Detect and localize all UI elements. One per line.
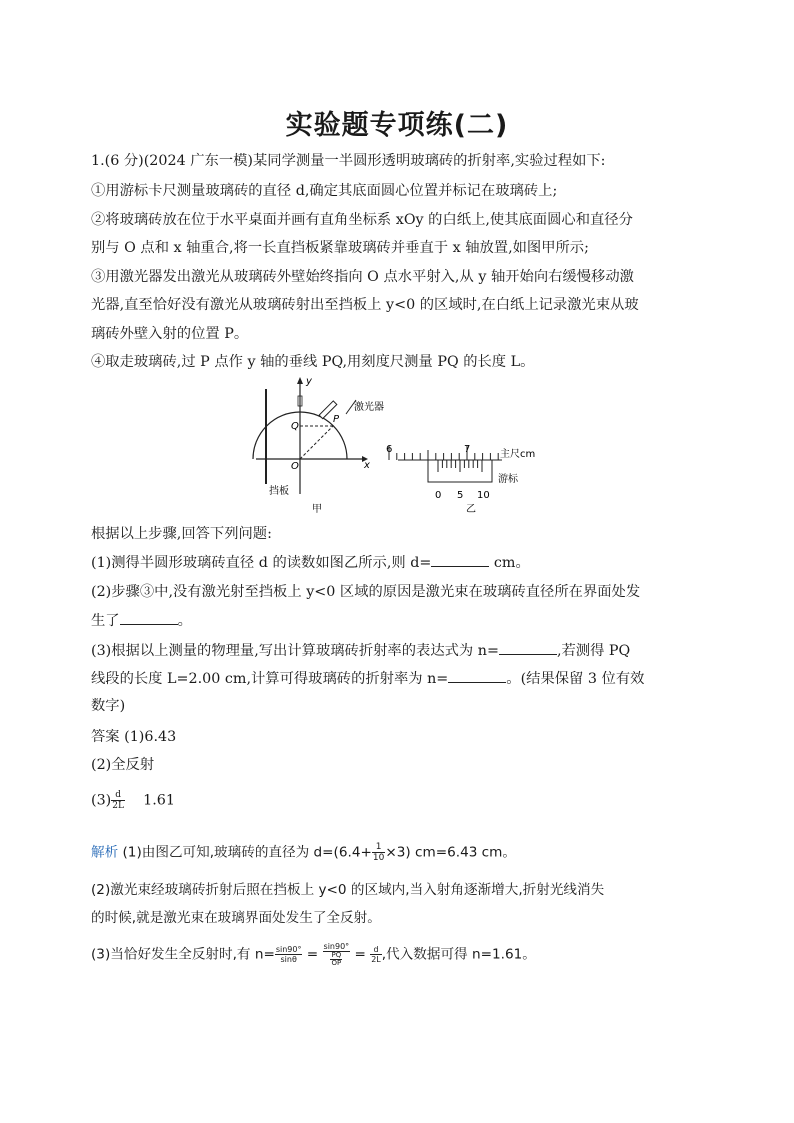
vernier-label-0: 0: [435, 490, 442, 501]
answer-blank-4: [448, 668, 506, 683]
label-baffle: 挡板: [269, 486, 289, 497]
part-3-line-3: 数字): [91, 698, 126, 714]
step-3-line-2: 光器,直至恰好没有激光从玻璃砖射出至挡板上 y<0 的区域时,在白纸上记录激光束从玻: [91, 297, 639, 313]
answer-blank-3: [499, 640, 557, 655]
caption-jia: 甲: [312, 504, 322, 515]
step-2-line-1: ②将玻璃砖放在位于水平桌面并画有直角坐标系 xOy 的白纸上,使其底面圆心和直径分: [91, 212, 633, 228]
caption-yi: 乙: [466, 504, 476, 515]
figure-jia: [253, 376, 384, 515]
analysis-line-2: (2)激光束经玻璃砖折射后照在挡板上 y<0 的区域内,当入射角逐渐增大,折射光线消失: [91, 882, 605, 898]
step-3-line-3: 璃砖外壁入射的位置 P。: [91, 326, 249, 342]
main-label-7: 7: [464, 444, 471, 455]
fraction-d-over-2l: $\frac{d}{2L}$: [112, 790, 124, 811]
vernier-label-5: 5: [457, 490, 464, 501]
step-4: ④取走玻璃砖,过 P 点作 y 轴的垂线 PQ,用刻度尺测量 PQ 的长度 L。: [91, 354, 535, 370]
analysis-line-4: (3)当恰好发生全反射时,有 n= $\frac{\sin 90^\circ}{\sin\theta}$ = $\frac{\sin 90^\circ}{\frac{PQ}{OP}}$ = $\frac{d}{2L}$ ,代入数据可得 n=1.61。: [91, 942, 536, 967]
answer-label: 答案: [91, 729, 120, 745]
answer-line-1: 答案 (1)6.43: [91, 729, 177, 745]
answer-line-2: (2)全反射: [91, 757, 155, 773]
answer-blank-2: [120, 610, 178, 625]
intro-text: 根据以上步骤,回答下列问题:: [91, 526, 272, 542]
answer-line-3: (3) $\frac{d}{2L}$ 1.61: [91, 790, 175, 811]
main-scale-ticks: [389, 446, 498, 460]
label-y: y: [306, 376, 312, 387]
page-title: 实验题专项练(二): [285, 110, 509, 141]
step-1: ①用游标卡尺测量玻璃砖的直径 d,确定其底面圆心位置并标记在玻璃砖上;: [91, 183, 558, 199]
vernier-label-10: 10: [477, 490, 490, 501]
fraction-1-over-10: $\frac{1}{10}$: [372, 842, 385, 863]
main-label-6: 6: [386, 444, 393, 455]
fraction-sin90-over-pq-op: $\frac{\sin 90^\circ}{\frac{PQ}{OP}}$: [323, 942, 350, 967]
part-3-line-1: (3)根据以上测量的物理量,写出计算玻璃砖折射率的表达式为 n= ,若测得 PQ: [91, 640, 630, 661]
part-3-line-2: 线段的长度 L=2.00 cm,计算可得玻璃砖的折射率为 n= 。(结果保留 3 位有效: [91, 668, 644, 689]
analysis-line-1: 解析 (1)由图乙可知,玻璃砖的直径为 d=(6.4+ $\frac{1}{10}$ ×3) cm=6.43 cm。: [91, 842, 516, 863]
vernier-name: 游标: [498, 474, 518, 485]
answer-blank-1: [431, 552, 489, 567]
label-q: Q: [291, 421, 299, 432]
question-stem: 1.(6 分)(2024 广东一模)某同学测量一半圆形透明玻璃砖的折射率,实验过程如下:: [91, 153, 606, 169]
step-2-line-2: 别与 O 点和 x 轴重合,将一长直挡板紧靠玻璃砖并垂直于 x 轴放置,如图甲所示;: [91, 240, 589, 256]
part-1: (1)测得半圆形玻璃砖直径 d 的读数如图乙所示,则 d= cm。: [91, 552, 530, 573]
fraction-sin90-over-sintheta: $\frac{\sin 90^\circ}{\sin\theta}$: [275, 945, 302, 964]
label-x: x: [364, 460, 370, 471]
analysis-line-3: 的时候,就是激光束在玻璃界面处发生了全反射。: [91, 910, 381, 926]
label-o: O: [291, 461, 299, 472]
figure-apparatus: [250, 374, 550, 519]
figure-yi: [386, 444, 535, 515]
part-2-line-1: (2)步骤③中,没有激光射至挡板上 y<0 区域的原因是激光束在玻璃砖直径所在界面处发: [91, 584, 641, 600]
label-p: P: [333, 414, 340, 425]
part-2-line-2: 生了 。: [91, 610, 192, 631]
laser-ray: [300, 426, 333, 459]
label-laser: 激光器: [354, 402, 384, 413]
analysis-label: 解析: [91, 844, 119, 861]
main-unit: 主尺cm: [500, 449, 536, 460]
step-3-line-1: ③用激光器发出激光从玻璃砖外壁始终指向 O 点水平射入,从 y 轴开始向右缓慢移动激: [91, 269, 634, 285]
fraction-d-over-2l-analysis: $\frac{d}{2L}$: [371, 945, 381, 964]
